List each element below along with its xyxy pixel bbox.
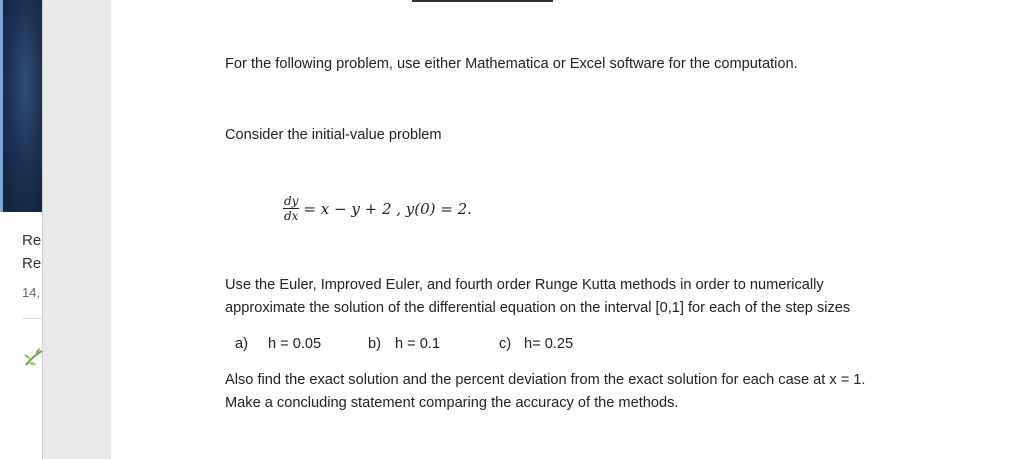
closing-line-1: Also find the exact solution and the percent deviation from the exact solution for each case at x = 1.	[225, 372, 866, 388]
sidebar-text-1[interactable]: Re	[22, 232, 42, 249]
derivative-fraction	[283, 195, 299, 222]
consider-text: Consider the initial-value problem	[225, 127, 442, 143]
fraction-denominator: dx	[284, 209, 299, 223]
option-a-value: h = 0.05	[268, 336, 322, 352]
sidebar-text-2[interactable]: Re	[22, 255, 42, 272]
document-page	[111, 0, 1024, 459]
option-a-label: a)	[235, 336, 248, 352]
option-b-label: b)	[368, 336, 381, 352]
left-sidebar	[0, 0, 44, 459]
sidebar-divider	[22, 318, 42, 319]
sidebar-text-3: 14,	[22, 285, 41, 300]
equation	[283, 195, 472, 222]
thumbnail-image[interactable]	[0, 0, 42, 212]
intro-text: For the following problem, use either Mathematica or Excel software for the computation.	[225, 56, 798, 72]
gray-margin-column	[42, 0, 111, 459]
option-b-value: h = 0.1	[395, 336, 441, 352]
sprout-icon	[22, 343, 44, 369]
fraction-numerator: dy	[284, 194, 299, 208]
option-c-value: h= 0.25	[524, 336, 574, 352]
closing-line-2: Make a concluding statement comparing the accuracy of the methods.	[225, 395, 679, 411]
instructions-line-2: approximate the solution of the differential equation on the interval [0,1] for each of the step sizes	[225, 300, 851, 316]
option-c-label: c)	[499, 336, 512, 352]
instructions-line-1: Use the Euler, Improved Euler, and fourth order Runge Kutta methods in order to numerically	[225, 277, 824, 293]
equation-rhs: = x − y + 2 , y(0) = 2.	[303, 199, 472, 218]
